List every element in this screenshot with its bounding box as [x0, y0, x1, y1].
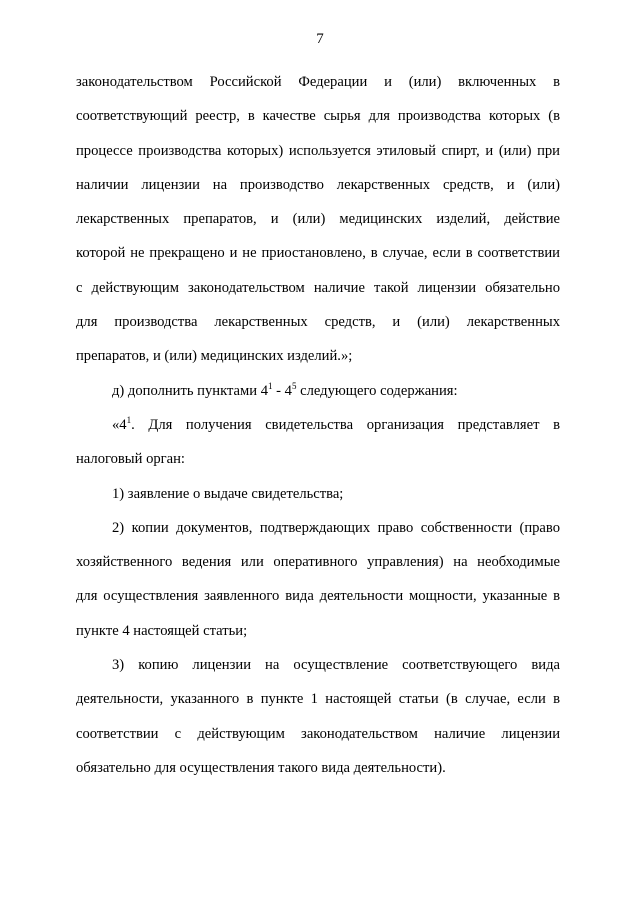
text-line: для осуществления заявленного вида деятельности мощности, указанные в — [76, 588, 560, 605]
text-line: налоговый орган: — [76, 451, 185, 468]
item-4-1 — [76, 408, 560, 477]
paragraph-continuation — [76, 65, 560, 374]
text-line: наличии лицензии на производство лекарственных средств, и (или) — [76, 176, 560, 193]
sub-item-1 — [76, 477, 560, 511]
text-line: хозяйственного ведения или оперативного управления) на необходимые — [76, 554, 560, 571]
text-line: «$4^1$. Для получения свидетельства организация представляет в — [112, 414, 560, 433]
text-line: обязательно для осуществления такого вида деятельности). — [76, 759, 446, 776]
text-line: препаратов, и (или) медицинских изделий.»; — [76, 348, 353, 365]
text-line: для производства лекарственных средств, и (или) лекарственных — [76, 314, 560, 331]
text-line: д) дополнить пунктами $4^1 - 4^5$ следующего содержания: — [112, 380, 458, 399]
text-line: законодательством Российской Федерации и (или) включенных в — [76, 74, 560, 90]
text-line: соответствии с действующим законодательством наличие лицензии — [76, 725, 560, 742]
text-line: процессе производства которых) используется этиловый спирт, и (или) при — [76, 142, 560, 159]
text-line: с действующим законодательством наличие такой лицензии обязательно — [76, 279, 560, 296]
text-line: 2) копии документов, подтверждающих право собственности (право — [112, 519, 560, 536]
item-d — [76, 374, 560, 408]
text-line: пункте 4 настоящей статьи; — [76, 622, 248, 639]
sub-item-3 — [76, 648, 560, 785]
sub-item-2 — [76, 511, 560, 648]
page-number: 7 — [316, 31, 324, 47]
text-line: соответствующий реестр, в качестве сырья для производства которых (в — [76, 108, 560, 125]
document-body — [76, 65, 560, 785]
text-line: деятельности, указанного в пункте 1 настоящей статьи (в случае, если в — [76, 691, 560, 708]
text-line: которой не прекращено и не приостановлено, в случае, если в соответствии — [76, 245, 560, 262]
text-line: лекарственных препаратов, и (или) медицинских изделий, действие — [76, 211, 560, 228]
text-line: 1) заявление о выдаче свидетельства; — [112, 485, 344, 502]
text-line: 3) копию лицензии на осуществление соответствующего вида — [112, 657, 560, 674]
